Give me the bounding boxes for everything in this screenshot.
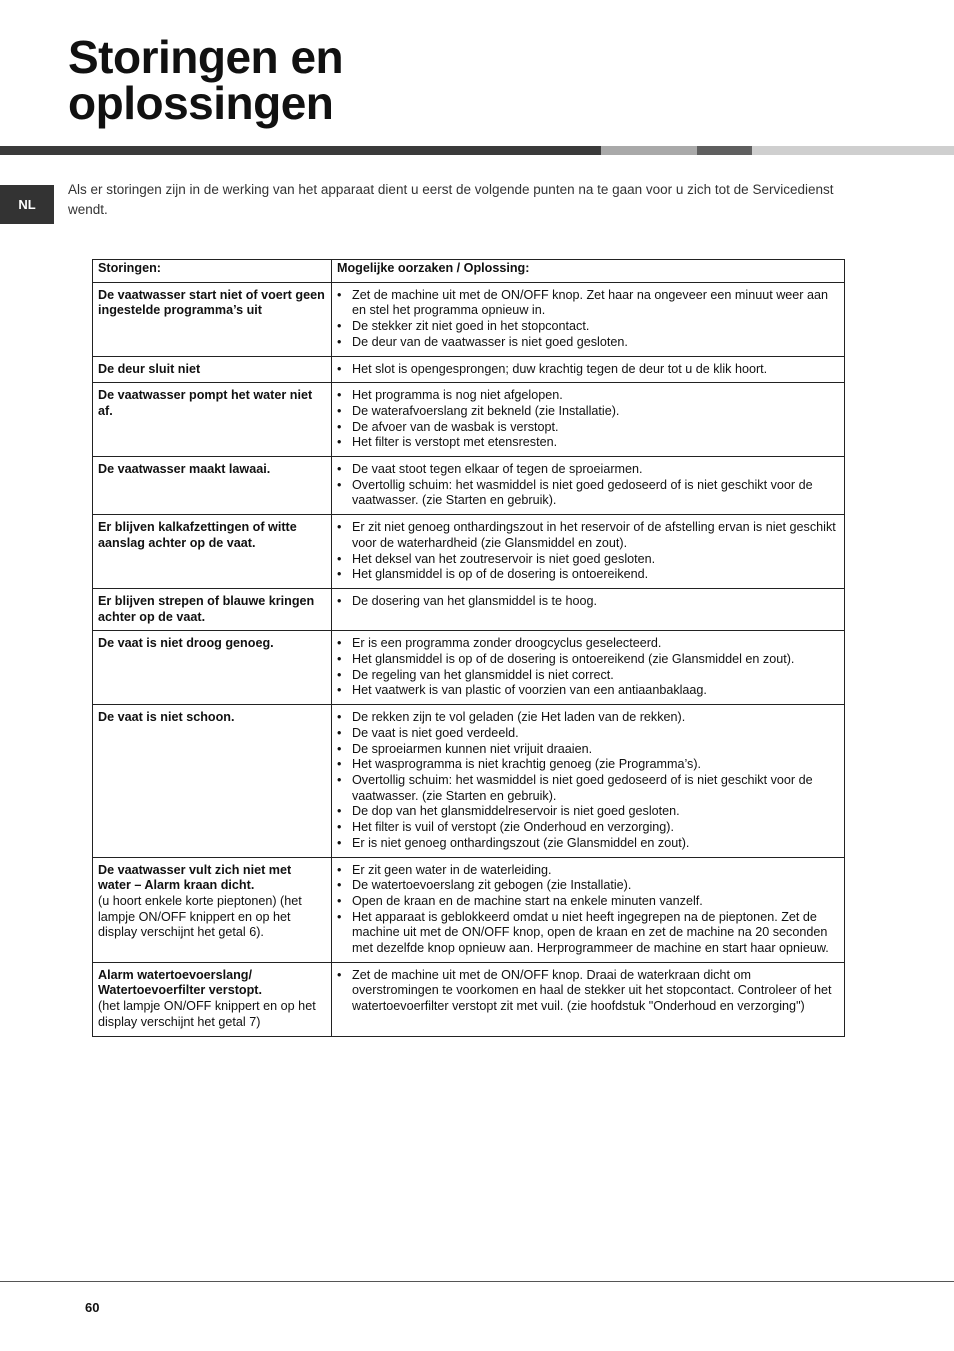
cause-item: • Er zit geen water in de waterleiding. xyxy=(337,863,839,879)
cause-item: • Zet de machine uit met de ON/OFF knop. Draai de waterkraan dicht om overstromingen te voorkomen en haal de stekker uit het stopcontact. Controleer of het watertoevoerfilter verstopt zit met vuil. (zie hoofdstuk "Onderhoud en verzorging") xyxy=(337,968,839,1015)
cause-item: • De regeling van het glansmiddel is niet correct. xyxy=(337,668,839,684)
cause-list xyxy=(337,288,839,351)
cause-item: • Het vaatwerk is van plastic of voorzien van een antiaanbaklaag. xyxy=(337,683,839,699)
table-row xyxy=(93,383,845,457)
cause-item: • De dop van het glansmiddelreservoir is niet goed gesloten. xyxy=(337,804,839,820)
problem-cell xyxy=(93,705,332,857)
cause-item: • De waterafvoerslang zit bekneld (zie Installatie). xyxy=(337,404,839,420)
problem-cell xyxy=(93,282,332,356)
problem-title: De vaat is niet schoon. xyxy=(98,710,235,725)
page-number: 60 xyxy=(85,1300,100,1315)
problem-title: De vaat is niet droog genoeg. xyxy=(98,636,274,651)
solution-cell xyxy=(332,588,845,630)
cause-list xyxy=(337,863,839,957)
solution-cell xyxy=(332,383,845,457)
cause-item: • Zet de machine uit met de ON/OFF knop. Zet haar na ongeveer een minuut weer aan en stel het programma opnieuw in. xyxy=(337,288,839,319)
cause-list xyxy=(337,520,839,583)
cause-item: • De deur van de vaatwasser is niet goed gesloten. xyxy=(337,335,839,351)
problem-cell xyxy=(93,383,332,457)
table-row xyxy=(93,356,845,383)
cause-item: • De vaat is niet goed verdeeld. xyxy=(337,726,839,742)
problem-note: (u hoort enkele korte pieptonen) (het lampje ON/OFF knippert en op het display verschijnt het getal 6). xyxy=(98,893,302,940)
solution-cell xyxy=(332,631,845,705)
cause-item: • Het glansmiddel is op of de dosering is ontoereikend. xyxy=(337,567,839,583)
problem-cell xyxy=(93,631,332,705)
solution-cell xyxy=(332,282,845,356)
cause-item: • Het programma is nog niet afgelopen. xyxy=(337,388,839,404)
cause-item: • Het wasprogramma is niet krachtig genoeg (zie Programma’s). xyxy=(337,757,839,773)
cause-item: • Het filter is vuil of verstopt (zie Onderhoud en verzorging). xyxy=(337,820,839,836)
cause-item: • Het apparaat is geblokkeerd omdat u niet heeft ingegrepen na de pieptonen. Zet de machine uit met de ON/OFF knop, open de kraan en zet de machine na 20 seconden met dezelfde knop opnieuw aan. Herprogrammeer de machine en start haar opnieuw. xyxy=(337,910,839,957)
cause-item: • Overtollig schuim: het wasmiddel is niet goed gedoseerd of is niet geschikt voor de vaatwasser. (zie Starten en gebruik). xyxy=(337,478,839,509)
problem-title: De vaatwasser start niet of voert geen ingestelde programma’s uit xyxy=(98,287,325,318)
problem-title: Er blijven strepen of blauwe kringen achter op de vaat. xyxy=(98,593,315,624)
cause-item: • De vaat stoot tegen elkaar of tegen de sproeiarmen. xyxy=(337,462,839,478)
solution-cell xyxy=(332,515,845,589)
cause-list xyxy=(337,388,839,451)
problem-cell xyxy=(93,588,332,630)
page-title-line-2: oplossingen xyxy=(68,77,334,129)
cause-item: • Het filter is verstopt met etensresten. xyxy=(337,435,839,451)
column-header-solutions: Mogelijke oorzaken / Oplossing: xyxy=(332,260,845,283)
header-bar-light xyxy=(601,146,697,155)
table-row xyxy=(93,282,845,356)
cause-list xyxy=(337,968,839,1015)
cause-item: • De dosering van het glansmiddel is te hoog. xyxy=(337,594,839,610)
cause-item: • De afvoer van de wasbak is verstopt. xyxy=(337,420,839,436)
cause-list xyxy=(337,636,839,699)
solution-cell xyxy=(332,962,845,1036)
solution-cell xyxy=(332,356,845,383)
problem-cell xyxy=(93,857,332,962)
table-row xyxy=(93,962,845,1036)
problem-title: Er blijven kalkafzettingen of witte aanslag achter op de vaat. xyxy=(98,520,297,550)
problem-cell xyxy=(93,515,332,589)
table-body xyxy=(93,282,845,1036)
cause-list xyxy=(337,462,839,509)
cause-item: • Het glansmiddel is op of de dosering is ontoereikend (zie Glansmiddel en zout). xyxy=(337,652,839,668)
table-header-row xyxy=(93,260,845,283)
page-title-line-1: Storingen en xyxy=(68,31,344,83)
page-title xyxy=(68,31,344,129)
problem-title: De vaatwasser pompt het water niet af. xyxy=(98,388,313,418)
problem-cell xyxy=(93,962,332,1036)
cause-item: • Er is niet genoeg onthardingszout (zie Glansmiddel en zout). xyxy=(337,836,839,852)
cause-item: • Er zit niet genoeg onthardingszout in het reservoir of de afstelling ervan is niet geschikt voor de waterhardheid (zie Glansmiddel en zout). xyxy=(337,520,839,551)
cause-item: • Open de kraan en de machine start na enkele minuten vanzelf. xyxy=(337,894,839,910)
cause-list xyxy=(337,710,839,851)
cause-item: • Overtollig schuim: het wasmiddel is niet goed gedoseerd of is niet geschikt voor de vaatwasser. (zie Starten en gebruik). xyxy=(337,773,839,804)
intro-text: Als er storingen zijn in de werking van het apparaat dient u eerst de volgende punten na te gaan voor u zich tot de Servicedienst wendt. xyxy=(68,182,834,217)
cause-list xyxy=(337,362,839,378)
column-header-problems: Storingen: xyxy=(93,260,332,283)
solution-cell xyxy=(332,857,845,962)
problem-title: De vaatwasser maakt lawaai. xyxy=(98,462,271,477)
cause-item: • De rekken zijn te vol geladen (zie Het laden van de rekken). xyxy=(337,710,839,726)
problem-title: Alarm watertoevoerslang/ Watertoevoerfilter verstopt. xyxy=(98,967,262,998)
table-row xyxy=(93,457,845,515)
header-bar-pale xyxy=(752,146,954,155)
cause-item: • De sproeiarmen kunnen niet vrijuit draaien. xyxy=(337,742,839,758)
cause-item: • De stekker zit niet goed in het stopcontact. xyxy=(337,319,839,335)
table-row xyxy=(93,631,845,705)
problem-cell xyxy=(93,356,332,383)
troubleshooting-table xyxy=(92,259,845,1037)
table-row xyxy=(93,705,845,857)
solution-cell xyxy=(332,457,845,515)
problem-note: (het lampje ON/OFF knippert en op het display verschijnt het getal 7) xyxy=(98,999,316,1029)
cause-item: • Het slot is opengesprongen; duw krachtig tegen de deur tot u de klik hoort. xyxy=(337,362,839,378)
table-row xyxy=(93,857,845,962)
table-row xyxy=(93,588,845,630)
cause-list xyxy=(337,594,839,610)
table-row xyxy=(93,515,845,589)
solution-cell xyxy=(332,705,845,857)
header-bar-dark xyxy=(0,146,601,155)
cause-item: • Het deksel van het zoutreservoir is niet goed gesloten. xyxy=(337,552,839,568)
header-bar-mid xyxy=(697,146,752,155)
cause-item: • Er is een programma zonder droogcyclus geselecteerd. xyxy=(337,636,839,652)
cause-item: • De watertoevoerslang zit gebogen (zie Installatie). xyxy=(337,878,839,894)
language-tab: NL xyxy=(0,185,54,224)
footer-divider xyxy=(0,1281,954,1282)
problem-title: De deur sluit niet xyxy=(98,361,201,376)
problem-title: De vaatwasser vult zich niet met water – Alarm kraan dicht. xyxy=(98,862,292,893)
problem-cell xyxy=(93,457,332,515)
